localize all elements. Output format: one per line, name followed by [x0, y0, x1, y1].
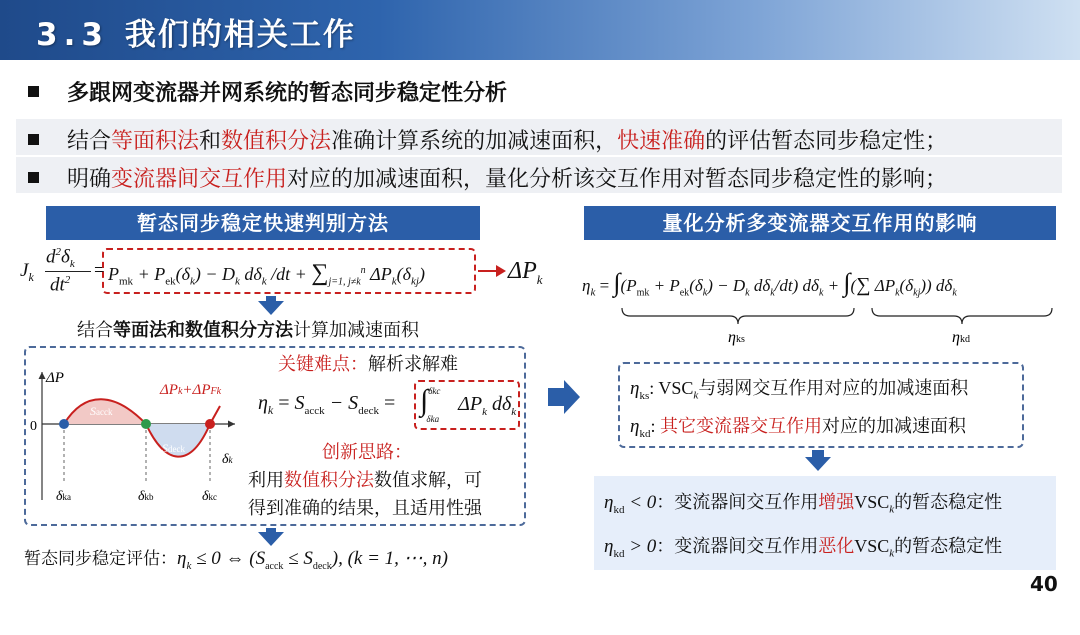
arrow-right-icon [564, 380, 580, 414]
text: 计算加减速面积 [293, 320, 419, 341]
arrow-down-icon [805, 457, 831, 471]
section-title: 我们的相关工作 [124, 17, 356, 53]
integral-expression: ∫$^{\delta kc}_{\delta ka}$ $\Delta P_k$ $d\delta_k$ [420, 384, 517, 424]
y-axis-label: ΔP [46, 370, 64, 386]
text: 的评估暂态同步稳定性； [705, 129, 948, 154]
result-deteriorate: $\eta_{kd} > 0$：变流器间交互作用恶化$VSC_k$的暂态稳定性 [604, 536, 1003, 560]
text: 明确 [67, 167, 112, 192]
text: 准确计算系统的加减速面积， [331, 129, 618, 154]
bullet-main-text: 多跟网变流器并网系统的暂态同步稳定性分析 [67, 81, 508, 106]
text: 数值求解，可 [374, 470, 482, 491]
underbraces [620, 306, 1060, 346]
difficulty-label: 关键难点： [278, 354, 368, 375]
innovation-label: 创新思路： [322, 442, 412, 463]
delta-p-symbol: ΔP [508, 258, 537, 284]
slide-header [0, 0, 1080, 60]
curve-label: ΔPk+ΔPFk [160, 382, 222, 398]
arrow-shaft [548, 388, 564, 406]
eta-kd-label: ηkd [952, 329, 970, 346]
right-section-title: 量化分析多变流器交互作用的影响 [584, 206, 1056, 240]
difficulty-text: 解析求解难 [368, 354, 458, 375]
page-number: 40 [1030, 572, 1058, 596]
brace-ks [622, 308, 854, 324]
text: 结合 [67, 129, 112, 154]
area-dec-label: Sdeck [162, 441, 185, 455]
eta-decomposition: $\eta_k = \int(P_{mk} + P_{ek}(\delta_k) - D_k$ $d\delta_k/dt$) $d\delta_k$ + ∫(∑ $\Delta P_k(\delta_{kj})$) $d\delta_k$ [582, 268, 957, 299]
delta-p-result: $\Delta P_k$ [508, 258, 543, 287]
emphasis-text: 恶化 [818, 536, 855, 557]
difficulty-note [278, 350, 458, 376]
result-enhance: $\eta_{kd} < 0$：变流器间交互作用增强$VSC_k$的暂态稳定性 [604, 492, 1003, 516]
stability-criterion: 暂态同步稳定评估：$\eta_k \le 0$ ⇔ $(S_{acck} \le S_{deck})$, (k = 1, ⋯, n) [24, 548, 448, 572]
bold-text: 等面法和数值积分方法 [113, 320, 293, 341]
method-text [77, 316, 419, 342]
text: 的暂态稳定性 [894, 536, 1003, 557]
delta-ka-label: δka [56, 489, 72, 504]
bullet-main [28, 76, 507, 107]
text: ：变流器间交互作用 [656, 492, 819, 513]
text: 和 [199, 129, 222, 154]
bullet-square-icon [28, 172, 39, 183]
emphasis-text: 数值积分法 [221, 129, 332, 154]
innovation-line2: 得到准确的结果，且适用性强 [248, 498, 482, 519]
text: 对应的加减速面积 [821, 416, 966, 437]
text: 对应的加减速面积，量化分析该交互作用对暂态同步稳定性的影响； [287, 167, 948, 192]
arrow-right-icon [496, 265, 506, 277]
text: 与弱网交互作用对应的加减速面积 [698, 378, 969, 399]
emphasis-text: 等面积法 [111, 129, 200, 154]
eta-ks-label: ηks [728, 329, 745, 346]
delta-kb-label: δkb [138, 489, 154, 504]
slide-title [36, 9, 356, 54]
emphasis-text: 快速准确 [617, 129, 706, 154]
text: 结合 [77, 320, 113, 341]
power-angle-curve [30, 360, 244, 520]
innovation-line1 [248, 466, 482, 492]
left-section-title: 暂态同步稳定快速判别方法 [46, 206, 480, 240]
text: ：变流器间交互作用 [656, 536, 819, 557]
eta-ks-explanation: $\eta_{ks}$: $VSC_k$与弱网交互作用对应的加减速面积 [630, 378, 969, 402]
criterion-label: 暂态同步稳定评估： [24, 549, 177, 569]
emphasis-text: 数值积分法 [284, 470, 374, 491]
point-kc [205, 419, 215, 429]
brace-kd [872, 308, 1052, 324]
text: 的暂态稳定性 [894, 492, 1003, 513]
emphasis-text: 变流器间交互作用 [111, 167, 288, 192]
power-expression: $P_{mk} + P_{ek}(\delta_k) - D_k$ $d\delta_k$ $/dt + \sum_{j=1, j\ne k}^n$ $\Delta P_k(\delta_{kj})$ [108, 260, 425, 288]
bullet-interaction [28, 162, 947, 193]
bullet-square-icon [28, 134, 39, 145]
eta-kd-explanation: $\eta_{kd}$: 其它变流器交互作用对应的加减速面积 [630, 416, 966, 440]
section-number: 3.3 [36, 17, 109, 53]
bullet-square-icon [28, 86, 39, 97]
emphasis-text: 其它变流器交互作用 [659, 416, 822, 437]
area-acc-label: Sacck [90, 404, 113, 418]
eta-definition: $\eta_k = S_{acck} - S_{deck}$ = [258, 392, 396, 417]
point-kb [141, 419, 151, 429]
arrow-down-icon [258, 301, 284, 315]
x-axis-label: δk [222, 452, 233, 467]
text: 利用 [248, 470, 284, 491]
arrow-shaft [478, 270, 498, 272]
bullet-method [28, 124, 947, 155]
delta-kc-label: δkc [202, 489, 218, 504]
zero-label: 0 [30, 419, 37, 434]
emphasis-text: 增强 [818, 492, 855, 513]
point-ka [59, 419, 69, 429]
